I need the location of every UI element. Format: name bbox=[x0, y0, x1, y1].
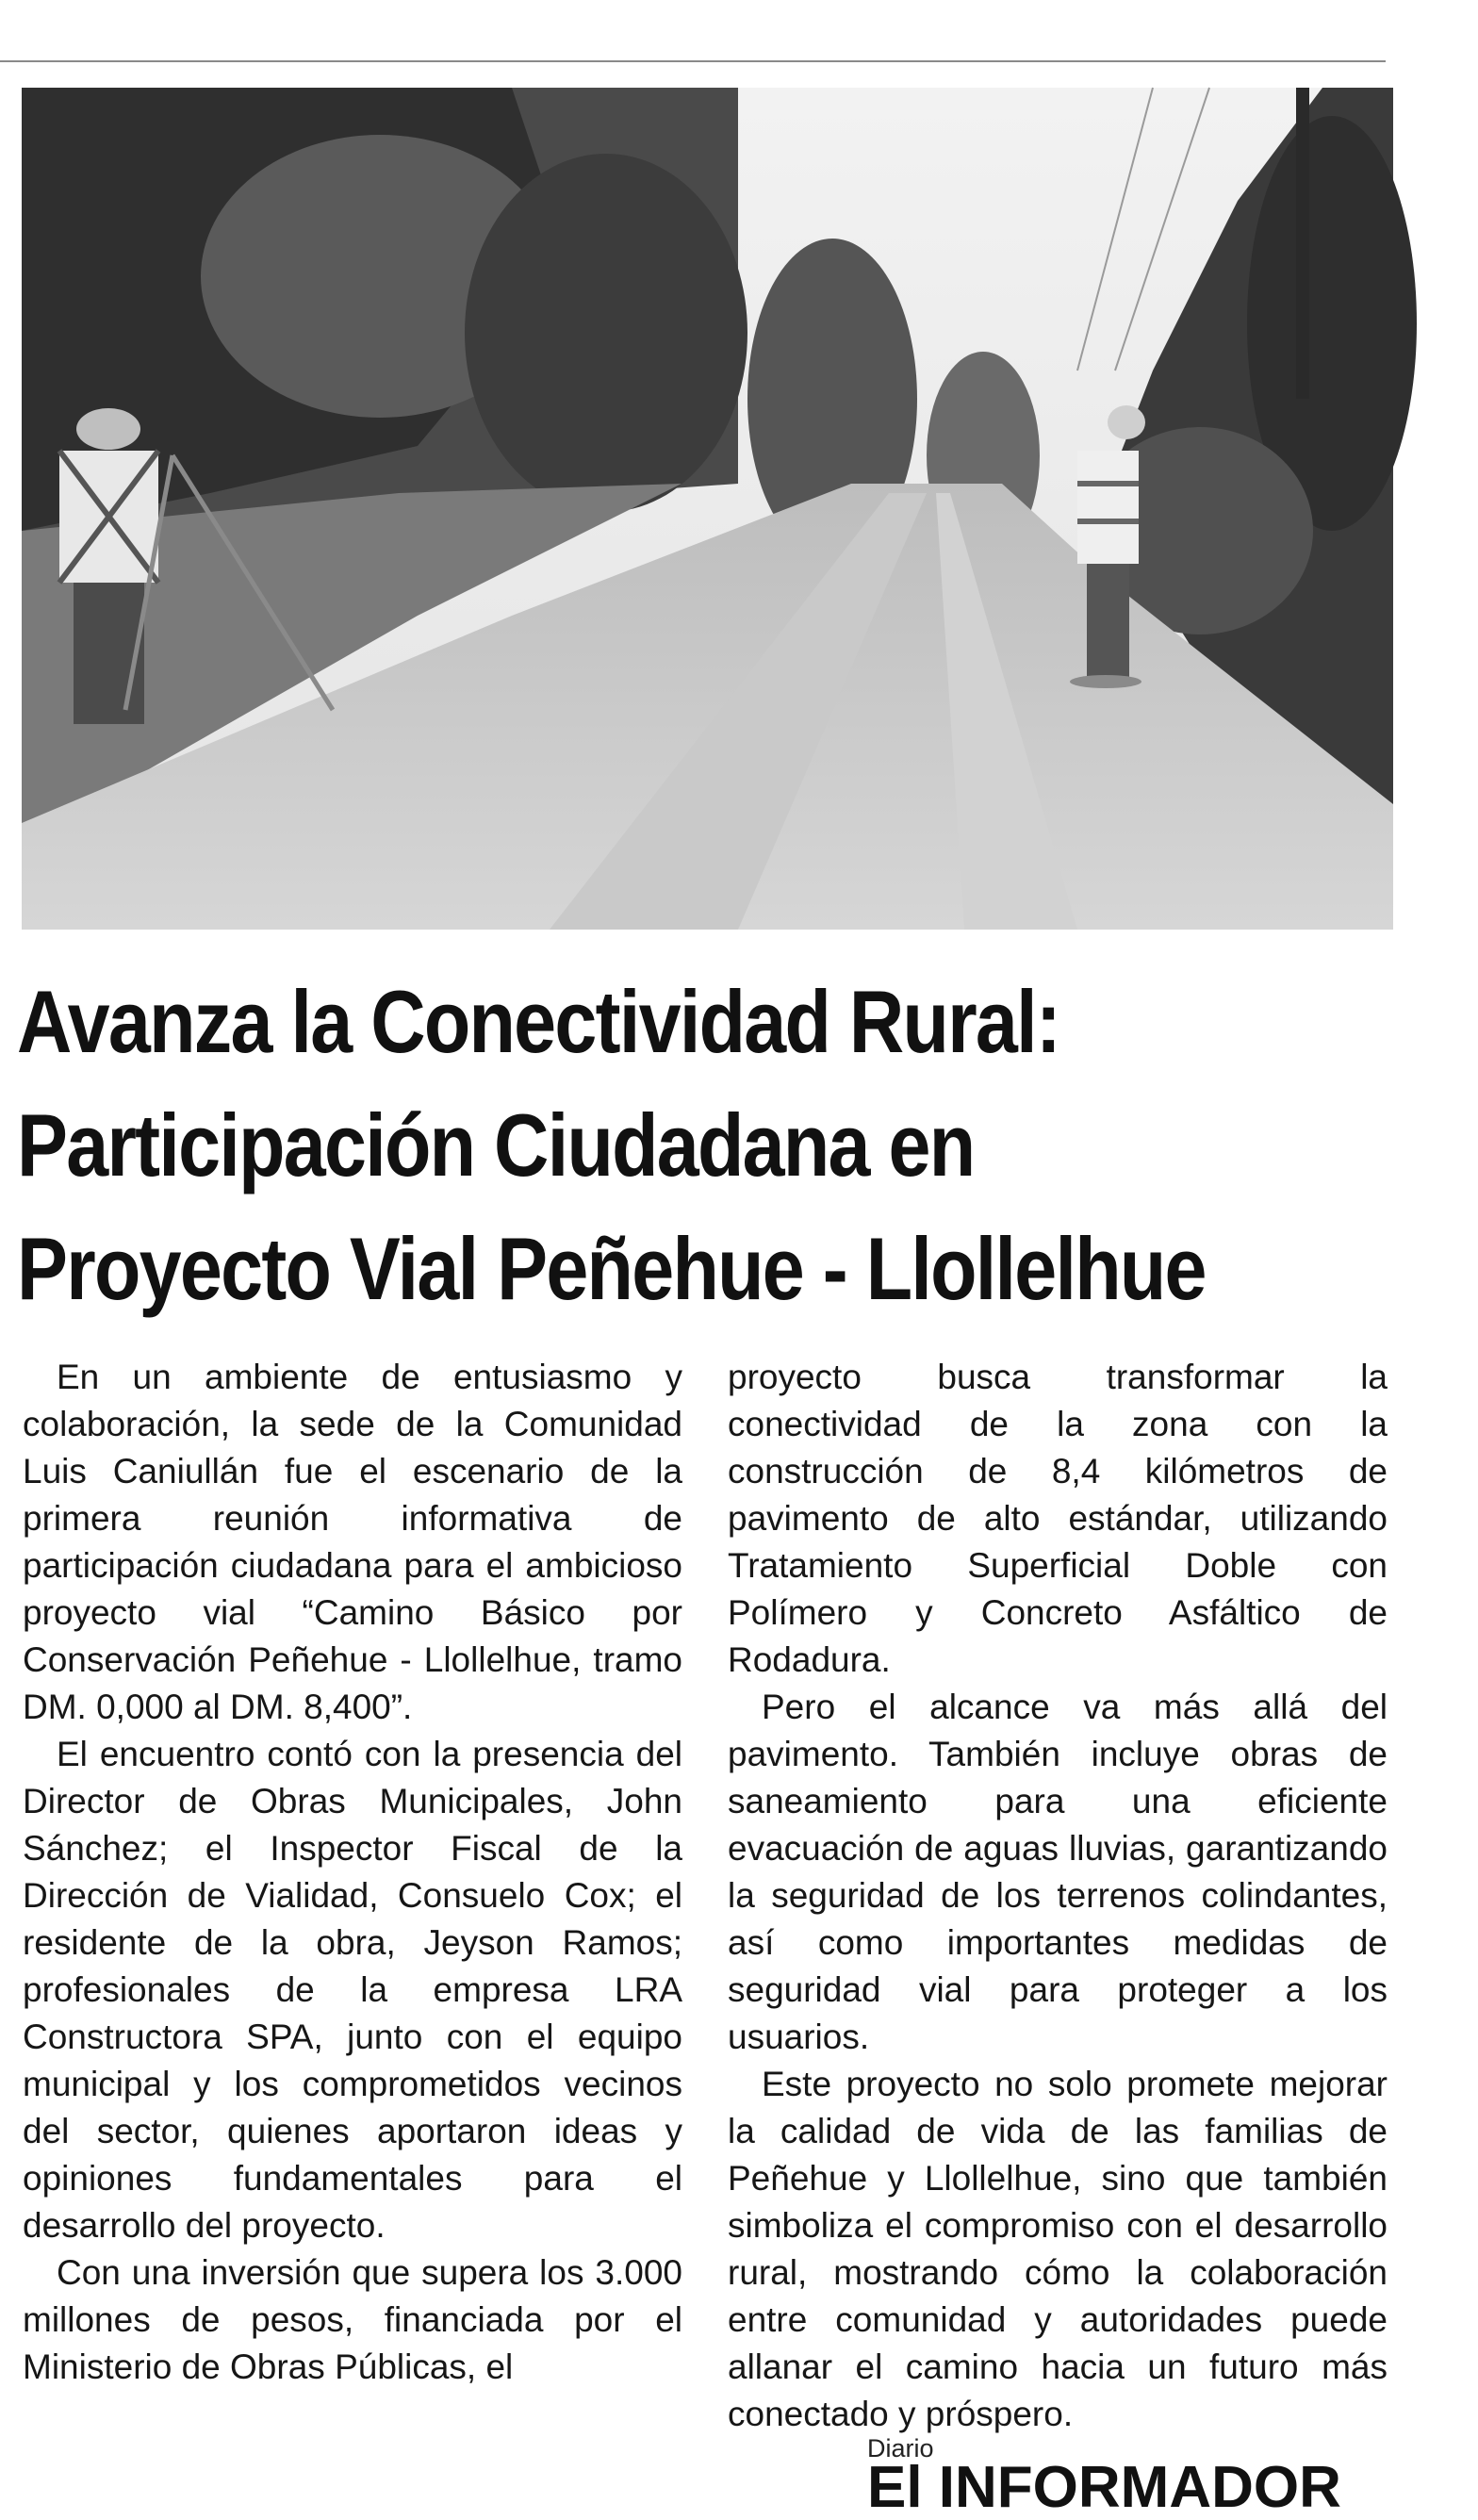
paragraph: En un ambiente de entusiasmo y colaboración, la sede de la Comunidad Luis Caniullán fue el escenario de la primera reunión informativa de participación ciudadana para el ambicioso proyecto vial “Camino Básico por Conservación Peñehue - Llollelhue, tramo DM. 0,000 al DM. 8,400”. bbox=[23, 1358, 682, 1726]
headline bbox=[17, 960, 1233, 1330]
headline-line: Proyecto Vial Peñehue - Llollelhue bbox=[17, 1219, 1206, 1318]
headline-line: Participación Ciudadana en bbox=[17, 1095, 975, 1194]
road-survey-photo bbox=[22, 88, 1393, 930]
top-rule bbox=[0, 60, 1386, 62]
masthead-small: Diario bbox=[867, 2434, 934, 2462]
body-column-left bbox=[23, 1354, 682, 2391]
paragraph: El encuentro contó con la presencia del Director de Obras Municipales, John Sánchez; el Inspector Fiscal de la Dirección de Vialidad, Consuelo Cox; el residente de la obra, Jeyson Ramos; profesionales de la empresa LRA Constructora SPA, junto con el equipo municipal y los comprometidos vecinos del sector, quienes aportaron ideas y opiniones fundamentales para el desarrollo del proyecto. bbox=[23, 1735, 682, 2245]
newspaper-masthead bbox=[867, 2434, 1395, 2520]
paragraph: proyecto busca transformar la conectividad de la zona con la construcción de 8,4 kilómetros de pavimento de alto estándar, utilizando Tratamiento Superficial Doble con Polímero y Concreto Asfáltico de Rodadura. bbox=[728, 1358, 1388, 1679]
paragraph: Pero el alcance va más allá del pavimento. También incluye obras de saneamiento para una eficiente evacuación de aguas lluvias, garantizando la seguridad de los terrenos colindantes, así como importantes medidas de seguridad vial para proteger a los usuarios. bbox=[728, 1688, 1388, 2056]
masthead-big: El INFORMADOR bbox=[867, 2455, 1341, 2520]
paragraph: Con una inversión que supera los 3.000 millones de pesos, financiada por el Ministerio de Obras Públicas, el bbox=[23, 2253, 682, 2386]
headline-line: Avanza la Conectividad Rural: bbox=[17, 972, 1060, 1071]
body-column-right bbox=[728, 1354, 1388, 2438]
article-photo bbox=[22, 88, 1393, 930]
paragraph: Este proyecto no solo promete mejorar la calidad de vida de las familias de Peñehue y Llollelhue, sino que también simboliza el compromiso con el desarrollo rural, mostrando cómo la colaboración entre comunidad y autoridades puede allanar el camino hacia un futuro más conectado y próspero. bbox=[728, 2065, 1388, 2433]
